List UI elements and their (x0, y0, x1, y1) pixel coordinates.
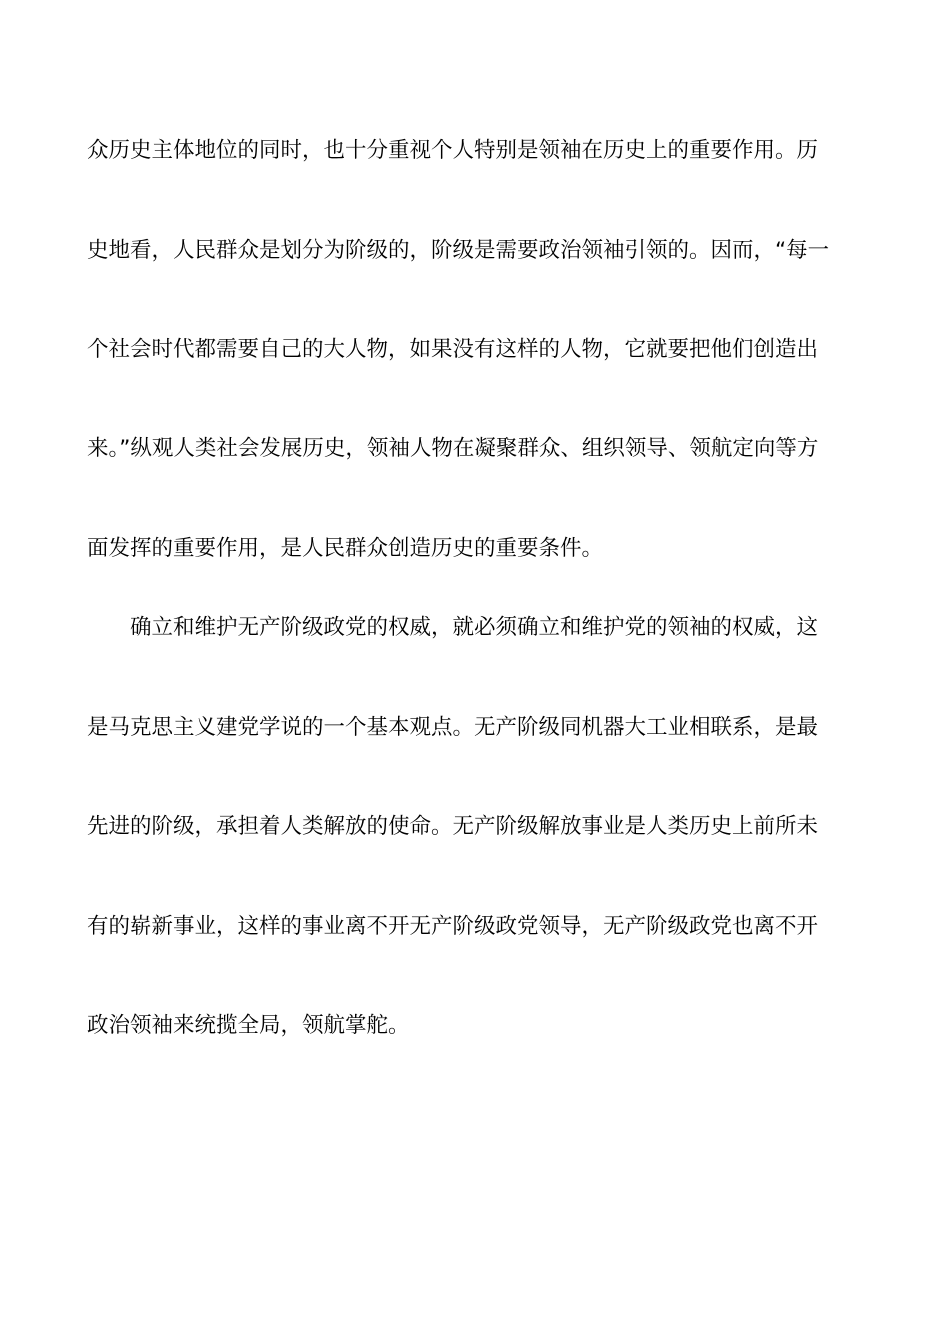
paragraph-2-line-1: 确立和维护无产阶级政党的权威，就必须确立和维护党的领袖的权威，这 (130, 615, 819, 640)
paragraph-1-line-4: 来。”纵观人类社会发展历史，领袖人物在凝聚群众、组织领导、领航定向等方 (87, 436, 819, 461)
paragraph-2-line-4: 有的崭新事业，这样的事业离不开无产阶级政党领导，无产阶级政党也离不开 (87, 914, 819, 939)
paragraph-1-line-3: 个社会时代都需要自己的大人物，如果没有这样的人物，它就要把他们创造出 (87, 337, 819, 362)
paragraph-2-line-3: 先进的阶级，承担着人类解放的使命。无产阶级解放事业是人类历史上前所未 (87, 814, 819, 839)
paragraph-2-line-2: 是马克思主义建党学说的一个基本观点。无产阶级同机器大工业相联系，是最 (87, 715, 819, 740)
paragraph-2-line-5: 政治领袖来统揽全局，领航掌舵。 (87, 1013, 410, 1038)
paragraph-1-line-5: 面发挥的重要作用，是人民群众创造历史的重要条件。 (87, 536, 604, 561)
paragraph-1-line-2: 史地看，人民群众是划分为阶级的，阶级是需要政治领袖引领的。因而，“每一 (87, 238, 830, 263)
paragraph-1-line-1: 众历史主体地位的同时，也十分重视个人特别是领袖在历史上的重要作用。历 (87, 138, 819, 163)
